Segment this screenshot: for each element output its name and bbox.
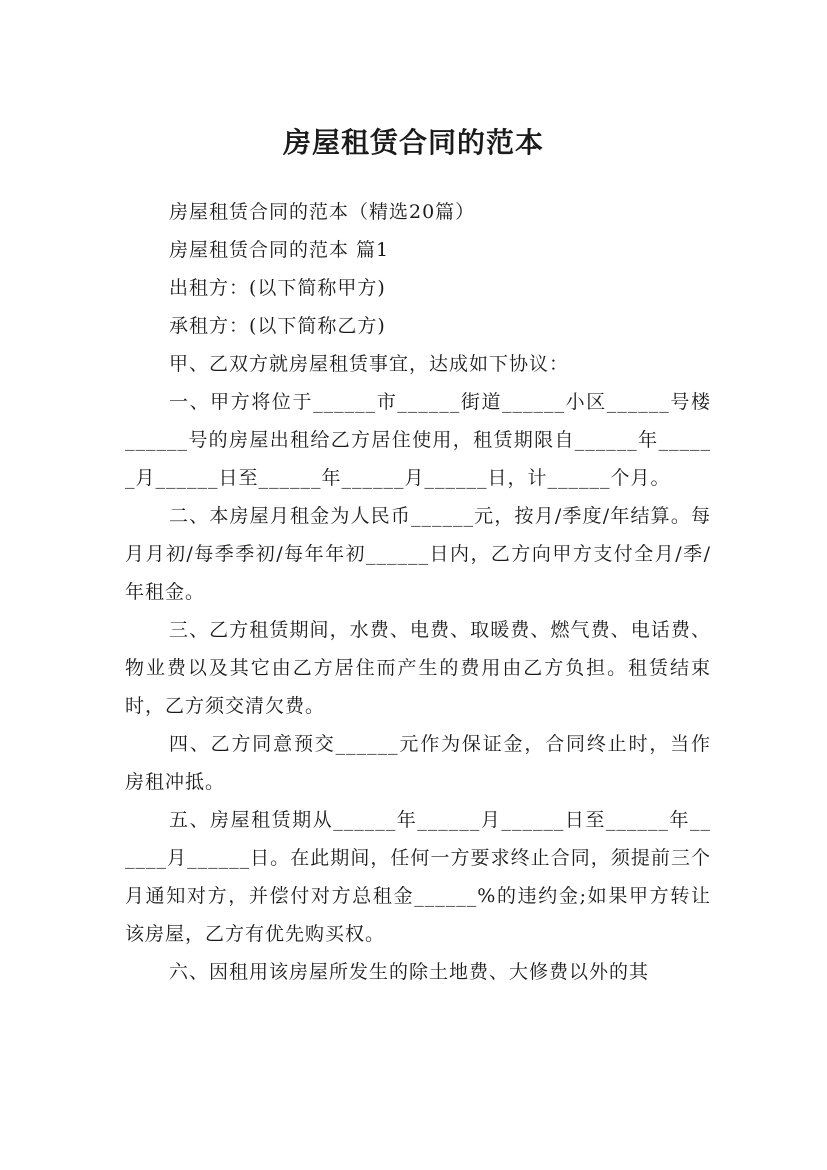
document-body bbox=[125, 193, 711, 991]
paragraph-heading: 房屋租赁合同的范本（精选20篇） bbox=[169, 201, 476, 223]
paragraph-clause-4: 四、乙方同意预交______元作为保证金，合同终止时，当作房租冲抵。 bbox=[125, 733, 711, 793]
paragraph-clause-2: 二、本房屋月租金为人民币______元，按月/季度/年结算。每月月初/每季季初/每年年初______日内，乙方向甲方支付全月/季/年租金。 bbox=[125, 505, 711, 603]
paragraph-lessee: 承租方：(以下简称乙方) bbox=[169, 315, 386, 337]
paragraph-clause-5: 五、房屋租赁期从______年______月______日至______年______月______日。在此期间，任何一方要求终止合同，须提前三个月通知对方，并偿付对方总租金______%的违约金;如果甲方转让该房屋，乙方有优先购买权。 bbox=[125, 809, 711, 945]
paragraph-lessor: 出租方：(以下简称甲方) bbox=[169, 277, 386, 299]
paragraph-agreement-intro: 甲、乙双方就房屋租赁事宜，达成如下协议： bbox=[169, 353, 570, 375]
document-title: 房屋租赁合同的范本 bbox=[282, 125, 544, 159]
paragraph-section-title: 房屋租赁合同的范本 篇1 bbox=[169, 239, 390, 261]
paragraph-clause-1: 一、甲方将位于______市______街道______小区______号楼______号的房屋出租给乙方居住使用，租赁期限自______年______月______日至______年______月______日，计______个月。 bbox=[125, 391, 711, 489]
paragraph-clause-6: 六、因租用该房屋所发生的除土地费、大修费以外的其 bbox=[169, 961, 650, 983]
paragraph-clause-3: 三、乙方租赁期间，水费、电费、取暖费、燃气费、电话费、物业费以及其它由乙方居住而产生的费用由乙方负担。租赁结束时，乙方须交清欠费。 bbox=[125, 619, 711, 717]
